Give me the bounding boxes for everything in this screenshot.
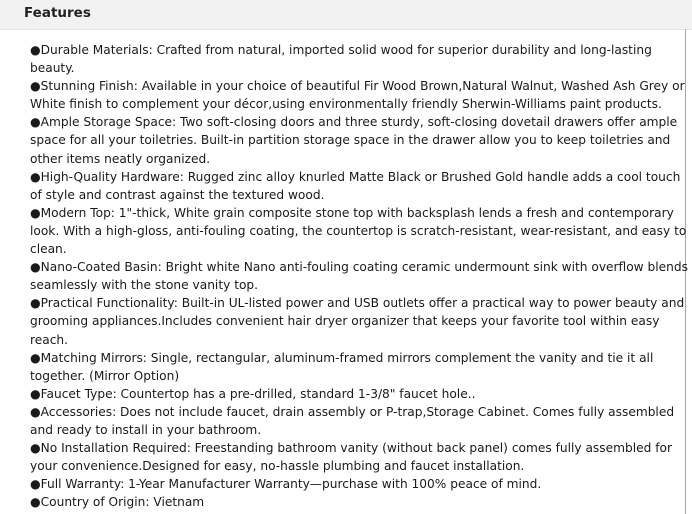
feature-text: Practical Functionality: Built-in UL-listed power and USB outlets offer a practical way to power beauty and grooming appliances.Includes convenient hair dryer organizer that keeps your favorite tool within easy reach. <box>30 296 685 347</box>
feature-text: Stunning Finish: Available in your choice of beautiful Fir Wood Brown,Natural Walnut, Washed Ash Grey or White finish to complement your décor,using environmentally friendly Sherwin-Williams paint products. <box>30 79 685 112</box>
feature-item-matching-mirrors <box>30 349 690 385</box>
bullet-icon: ● <box>30 404 41 419</box>
bullet-icon: ● <box>30 79 41 94</box>
feature-text: Faucet Type: Countertop has a pre-drilled, standard 1-3/8" faucet hole.. <box>40 386 476 401</box>
feature-text: Durable Materials: Crafted from natural, imported solid wood for superior durability and long-lasting beauty. <box>30 43 652 76</box>
feature-item-full-warranty <box>30 475 690 493</box>
bullet-icon: ● <box>30 115 41 130</box>
feature-item-country-of-origin <box>30 493 690 511</box>
feature-item-modern-top <box>30 204 690 258</box>
bullet-icon: ● <box>30 495 41 510</box>
feature-text: Country of Origin: Vietnam <box>40 495 205 510</box>
bullet-icon: ● <box>30 43 41 57</box>
feature-item-durable-materials <box>30 41 690 77</box>
feature-item-stunning-finish <box>30 77 690 113</box>
feature-item-accessories <box>30 403 690 439</box>
bullet-icon: ● <box>30 386 41 401</box>
feature-item-hardware <box>30 168 690 204</box>
feature-item-practical-functionality <box>30 294 690 348</box>
feature-text: Matching Mirrors: Single, rectangular, aluminum-framed mirrors complement the vanity and tie it all together. (Mirror Option) <box>30 350 654 383</box>
bullet-icon: ● <box>30 260 41 275</box>
feature-item-ample-storage <box>30 113 690 167</box>
feature-text: High-Quality Hardware: Rugged zinc alloy knurled Matte Black or Brushed Gold handle adds a cool touch of style and contrast against the textured wood. <box>30 169 681 202</box>
feature-item-nano-basin <box>30 258 690 294</box>
bullet-icon: ● <box>30 350 41 365</box>
feature-text: No Installation Required: Freestanding bathroom vanity (without back panel) comes fully assembled for your convenience.Designed for easy, no-hassle plumbing and faucet installation. <box>30 441 672 474</box>
bullet-icon: ● <box>30 296 41 311</box>
bullet-icon: ● <box>30 205 41 220</box>
feature-text: Modern Top: 1"-thick, White grain composite stone top with backsplash lends a fresh and contemporary look. With a high-gloss, anti-fouling coating, the countertop is scratch-resistant, wear-resistant, and easy to clean. <box>30 205 687 257</box>
bullet-icon: ● <box>30 169 41 184</box>
bullet-icon: ● <box>30 477 41 492</box>
feature-text: Nano-Coated Basin: Bright white Nano anti-fouling coating ceramic undermount sink with overflow blends seamlessly with the stone vanity top. <box>30 260 688 293</box>
feature-item-faucet-type <box>30 385 690 403</box>
features-heading: Features <box>24 5 91 21</box>
feature-text: Accessories: Does not include faucet, drain assembly or P-trap,Storage Cabinet. Comes fully assembled and ready to install in your bathroom. <box>30 404 675 437</box>
bullet-icon: ● <box>30 441 41 456</box>
features-header-bar <box>0 0 692 30</box>
feature-item-no-installation <box>30 439 690 475</box>
feature-list <box>30 41 690 511</box>
feature-text: Full Warranty: 1-Year Manufacturer Warranty—purchase with 100% peace of mind. <box>40 477 542 492</box>
feature-text: Ample Storage Space: Two soft-closing doors and three sturdy, soft-closing dovetail drawers offer ample space for all your toiletries. Built-in partition storage space in the drawer allow you to keep toiletries and other items neatly organized. <box>30 115 678 166</box>
features-content-panel <box>0 29 686 514</box>
